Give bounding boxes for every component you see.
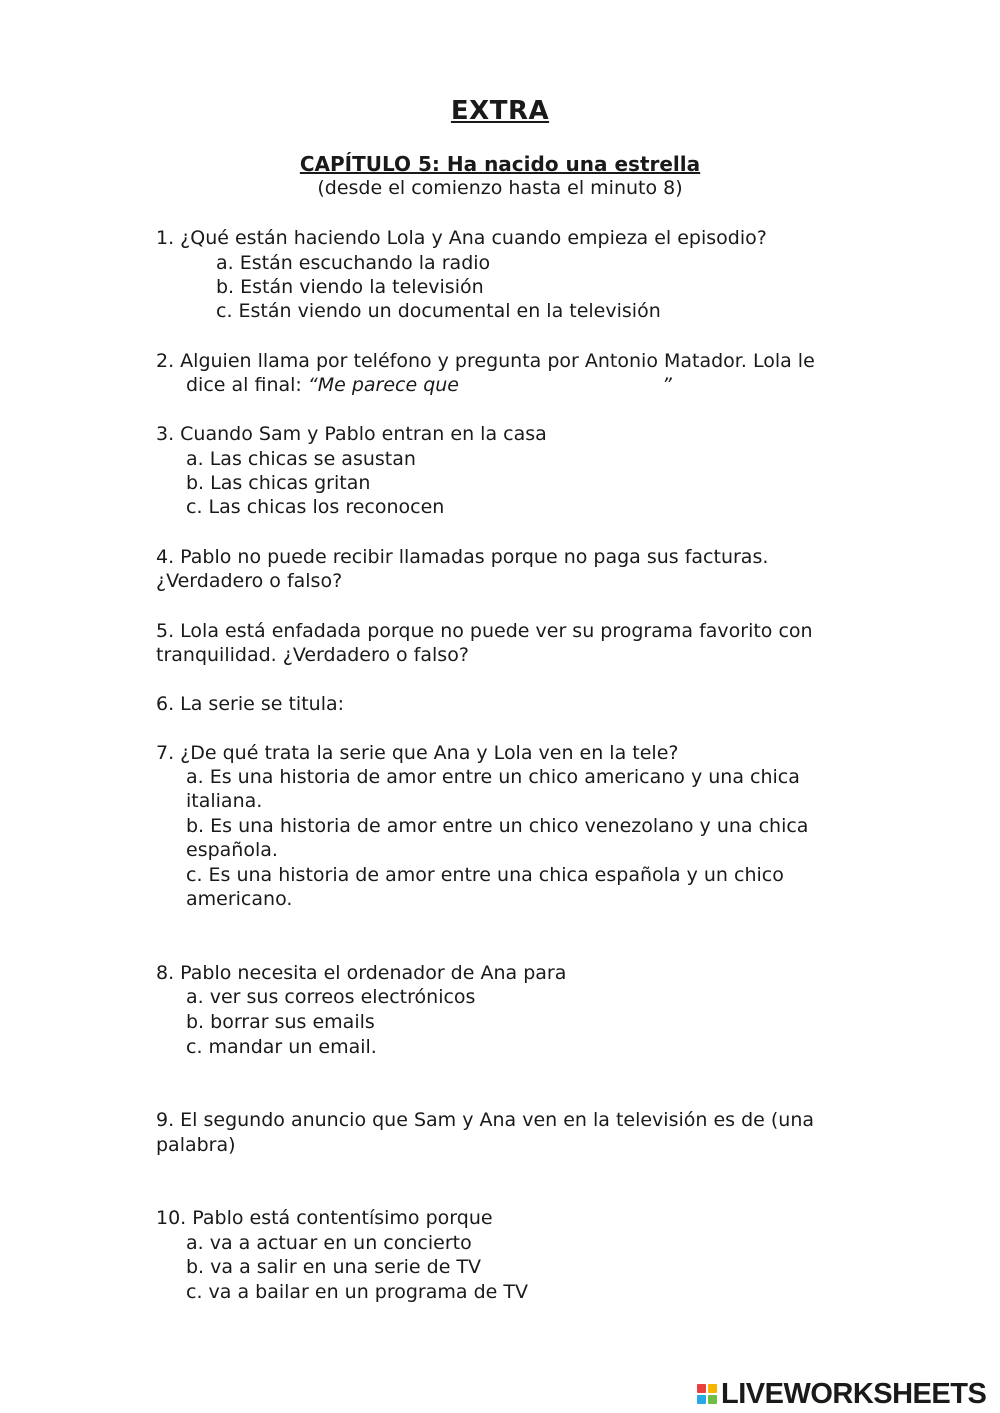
- question-9-answer-blank[interactable]: [250, 1133, 550, 1157]
- question-8-option-c[interactable]: c. mandar un email.: [186, 1036, 377, 1058]
- question-6-answer-blank[interactable]: [370, 692, 670, 716]
- chapter-heading: CAPÍTULO 5: Ha nacido una estrella: [299, 152, 701, 176]
- question-8-option-b[interactable]: b. borrar sus emails: [186, 1011, 375, 1033]
- question-2: 2. Alguien llama por teléfono y pregunta por Antonio Matador. Lola le: [156, 350, 815, 372]
- logo-square-blue: [697, 1395, 706, 1404]
- question-1-option-b[interactable]: b. Están viendo la televisión: [216, 276, 484, 298]
- question-6: 6. La serie se titula:: [156, 693, 345, 715]
- question-2-line-2: [186, 373, 459, 397]
- question-7-option-a-cont: italiana.: [186, 790, 263, 812]
- logo-square-red: [697, 1384, 706, 1393]
- question-7-option-b-cont: española.: [186, 839, 278, 861]
- question-2-close-quote: ”: [662, 374, 672, 396]
- question-9-line-2: palabra): [156, 1134, 236, 1156]
- question-8: 8. Pablo necesita el ordenador de Ana para: [156, 962, 567, 984]
- logo-square-yellow: [708, 1384, 717, 1393]
- page-title: EXTRA: [450, 96, 550, 126]
- question-7-option-b[interactable]: b. Es una historia de amor entre un chico venezolano y una chica: [186, 815, 809, 837]
- question-10-option-b[interactable]: b. va a salir en una serie de TV: [186, 1256, 482, 1278]
- question-4: 4. Pablo no puede recibir llamadas porque no paga sus facturas.: [156, 546, 769, 568]
- question-7-option-a[interactable]: a. Es una historia de amor entre un chico americano y una chica: [186, 766, 800, 788]
- liveworksheets-logo[interactable]: [697, 1377, 986, 1411]
- question-10: 10. Pablo está contentísimo porque: [156, 1207, 493, 1229]
- question-10-option-a[interactable]: a. va a actuar en un concierto: [186, 1232, 472, 1254]
- question-7-option-c-cont: americano.: [186, 888, 293, 910]
- question-2-quote: “Me parece que: [307, 374, 459, 396]
- question-10-option-c[interactable]: c. va a bailar en un programa de TV: [186, 1281, 528, 1303]
- question-8-option-a[interactable]: a. ver sus correos electrónicos: [186, 986, 476, 1008]
- question-2-prefix: dice al final:: [186, 374, 308, 396]
- question-1: 1. ¿Qué están haciendo Lola y Ana cuando empieza el episodio?: [156, 227, 767, 249]
- question-1-option-c[interactable]: c. Están viendo un documental en la televisión: [216, 300, 661, 322]
- question-4-line-2: ¿Verdadero o falso?: [156, 570, 343, 592]
- question-5: 5. Lola está enfadada porque no puede ver su programa favorito con: [156, 620, 813, 642]
- chapter-subtitle: (desde el comienzo hasta el minuto 8): [317, 177, 683, 199]
- question-3-option-c[interactable]: c. Las chicas los reconocen: [186, 496, 445, 518]
- logo-square-green: [708, 1395, 717, 1404]
- question-3-option-b[interactable]: b. Las chicas gritan: [186, 472, 371, 494]
- question-7-option-c[interactable]: c. Es una historia de amor entre una chica española y un chico: [186, 864, 784, 886]
- question-3: 3. Cuando Sam y Pablo entran en la casa: [156, 423, 547, 445]
- question-5-line-2: tranquilidad. ¿Verdadero o falso?: [156, 644, 469, 666]
- question-2-answer-blank[interactable]: [478, 373, 658, 397]
- question-3-option-a[interactable]: a. Las chicas se asustan: [186, 448, 416, 470]
- liveworksheets-logo-text: LIVEWORKSHEETS: [721, 1377, 987, 1410]
- question-9: 9. El segundo anuncio que Sam y Ana ven en la televisión es de (una: [156, 1109, 815, 1131]
- liveworksheets-logo-icon: [697, 1384, 717, 1404]
- question-1-option-a[interactable]: a. Están escuchando la radio: [216, 252, 491, 274]
- question-7: 7. ¿De qué trata la serie que Ana y Lola ven en la tele?: [156, 742, 679, 764]
